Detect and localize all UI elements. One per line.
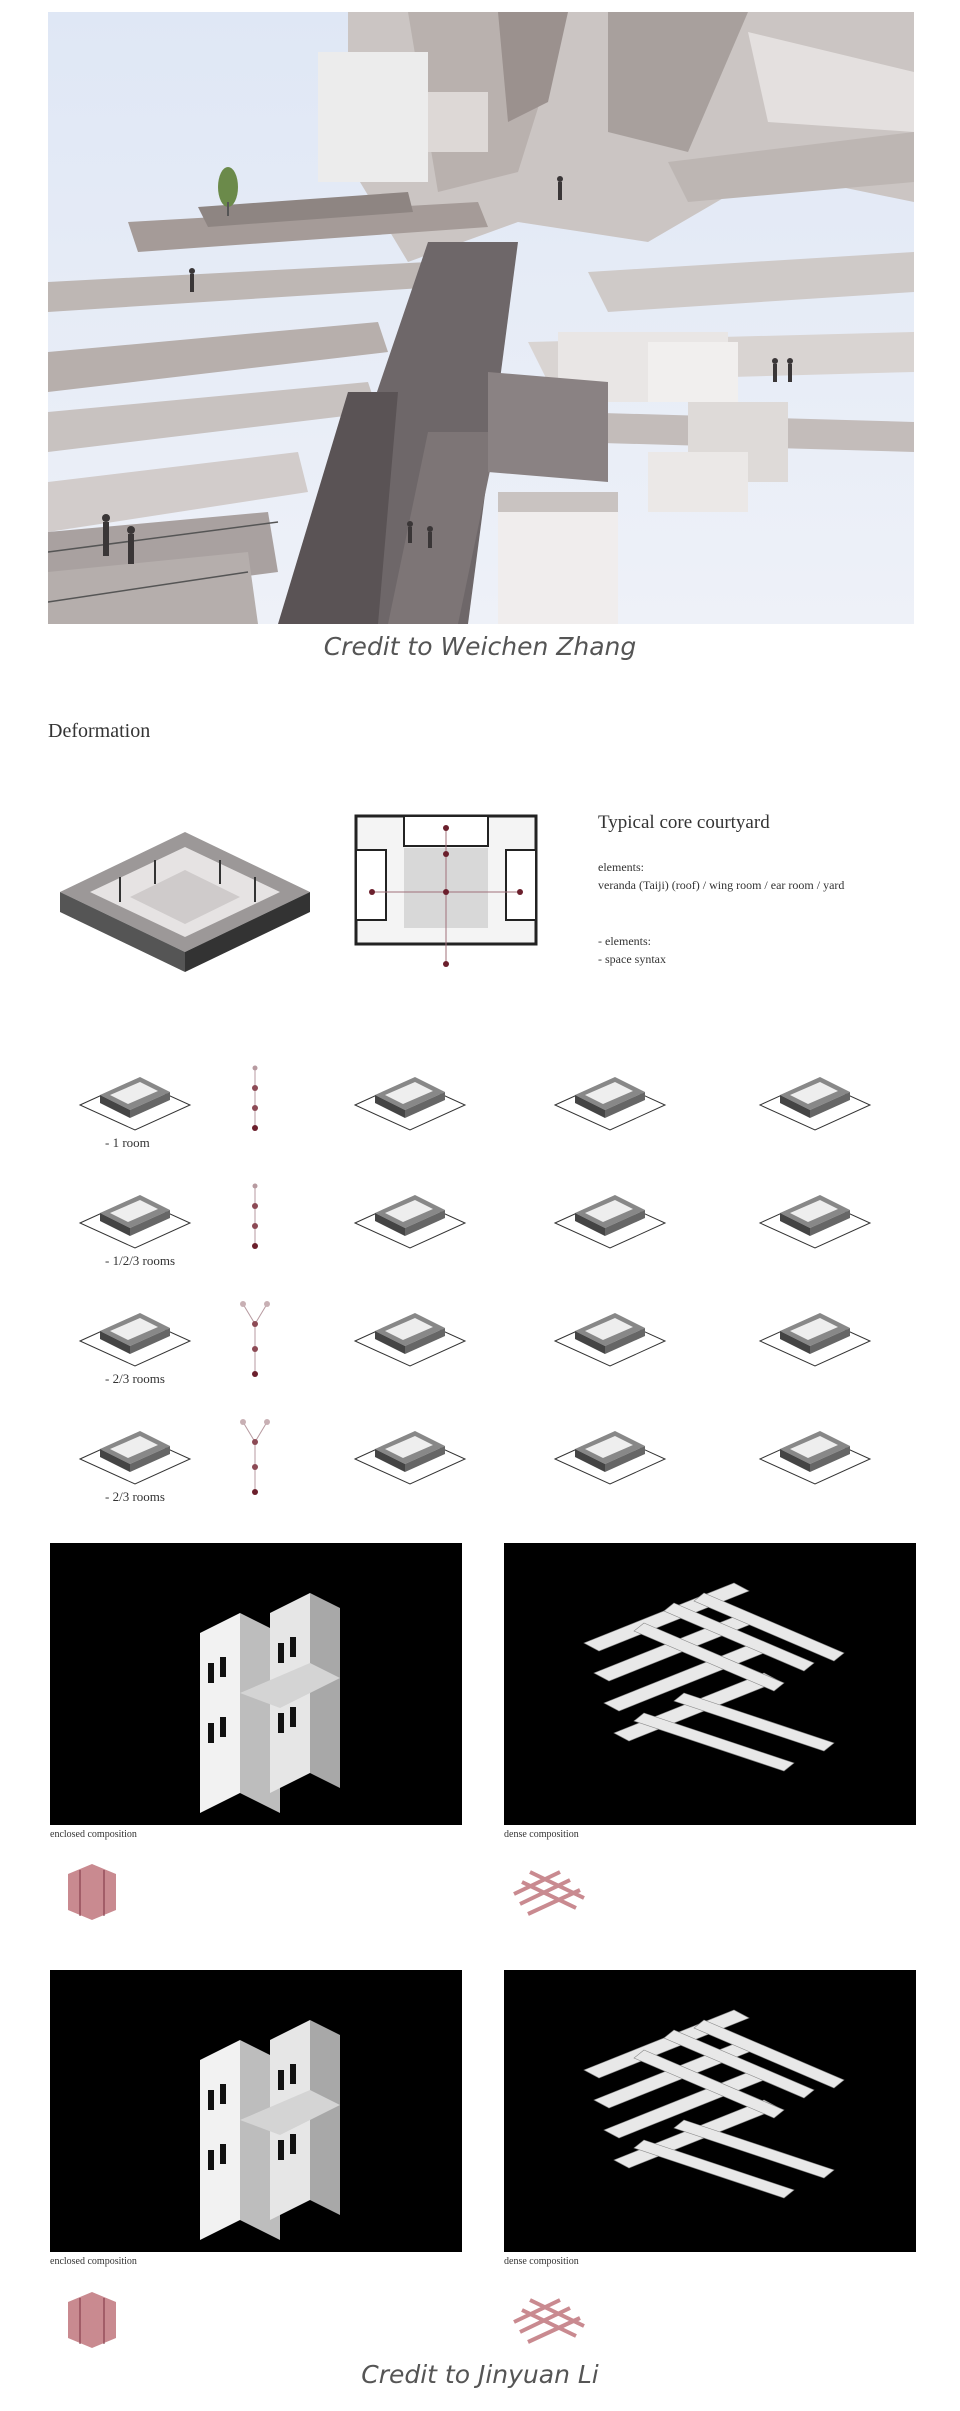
row-label-2: - 1/2/3 rooms — [105, 1253, 176, 1268]
grid-row-3 — [80, 1301, 870, 1377]
elements-list: veranda (Taiji) (roof) / wing room / ear room / yard — [598, 878, 845, 892]
mini-diagram-4 — [510, 2292, 590, 2353]
grid-row-4 — [80, 1419, 870, 1495]
mini-diagram-2 — [510, 1864, 590, 1925]
panel-caption-1: enclosed composition — [50, 1829, 137, 1840]
panel-caption-4: dense composition — [504, 2256, 579, 2267]
rendering-svg — [48, 12, 914, 624]
panel-caption-3: enclosed composition — [50, 2256, 137, 2267]
typical-core-heading: Typical core courtyard — [598, 812, 770, 833]
composition-panel-3 — [50, 1970, 462, 2252]
architectural-rendering — [48, 12, 914, 624]
elements-label: elements: — [598, 860, 644, 874]
deformation-title: Deformation — [48, 720, 151, 742]
composition-panel-1 — [50, 1543, 462, 1825]
grid-row-1 — [80, 1066, 870, 1132]
grid-row-2 — [80, 1184, 870, 1250]
row-label-4: - 2/3 rooms — [105, 1489, 165, 1504]
panel-caption-2: dense composition — [504, 1829, 579, 1840]
courtyard-plan — [354, 814, 540, 979]
first-credit-caption: Credit to Weichen Zhang — [323, 632, 637, 661]
composition-panel-4 — [504, 1970, 916, 2252]
courtyard-axonometric — [60, 812, 310, 977]
deformation-grid — [70, 1060, 910, 1500]
mini-diagram-3 — [64, 2290, 120, 2355]
row-label-3: - 2/3 rooms — [105, 1371, 165, 1386]
bullet-elements: - elements: — [598, 934, 651, 948]
mini-diagram-1 — [64, 1862, 120, 1927]
row-label-1: - 1 room — [105, 1135, 150, 1150]
bullet-space-syntax: - space syntax — [598, 952, 666, 966]
second-credit-caption: Credit to Jinyuan Li — [361, 2360, 599, 2389]
composition-panel-2 — [504, 1543, 916, 1825]
